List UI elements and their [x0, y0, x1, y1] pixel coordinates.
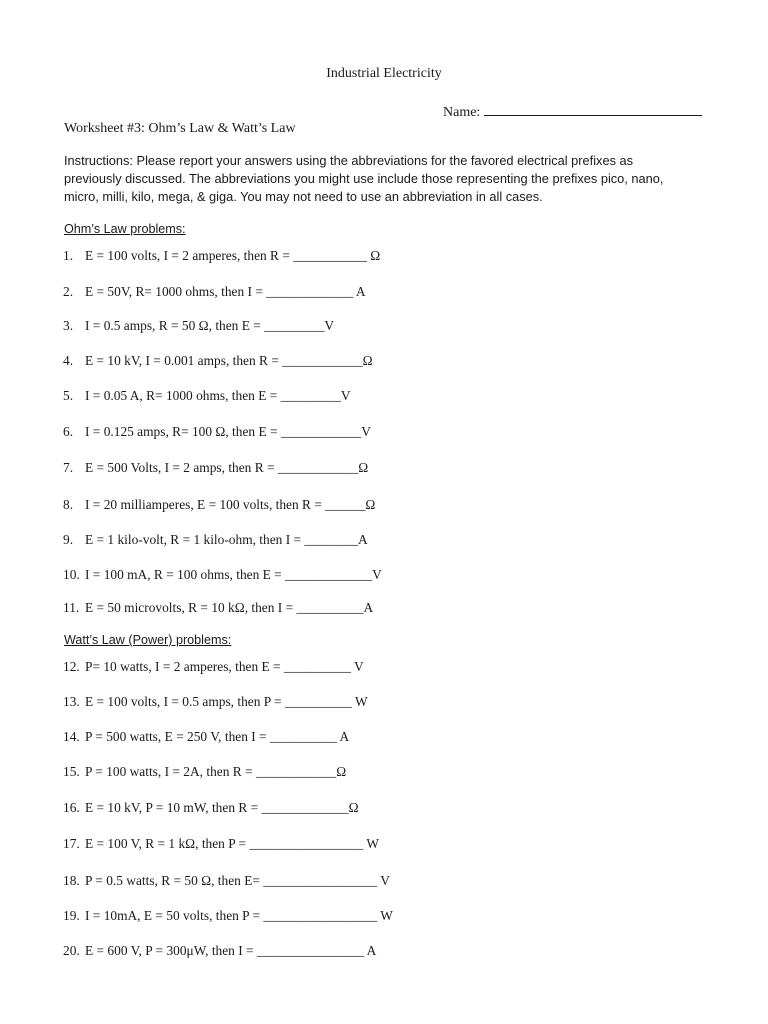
worksheet-heading: Worksheet #3: Ohm’s Law & Watt’s Law [64, 121, 296, 136]
problem-number: 15. [63, 764, 80, 779]
problem-number: 20. [63, 943, 80, 958]
problem-text: E = 100 V, R = 1 kΩ, then P = _________________ W [85, 836, 379, 851]
problem-item [63, 388, 351, 404]
problem-item [63, 318, 334, 334]
problem-number: 11. [63, 600, 80, 615]
problem-item [63, 460, 368, 476]
problem-item [63, 943, 376, 959]
name-label: Name: [443, 105, 481, 120]
problem-text: I = 20 milliamperes, E = 100 volts, then R = ______Ω [85, 497, 376, 512]
problem-number: 2. [63, 284, 74, 299]
problem-number: 18. [63, 873, 80, 888]
problem-text: P = 100 watts, I = 2A, then R = ____________Ω [85, 764, 347, 779]
section-heading-watts: Watt’s Law (Power) problems: [64, 633, 232, 647]
problem-number: 8. [63, 497, 74, 512]
problem-number: 3. [63, 318, 74, 333]
problem-item [63, 497, 375, 513]
problem-number: 9. [63, 532, 74, 547]
problem-number: 12. [63, 659, 80, 674]
problem-item [63, 764, 346, 780]
problem-number: 1. [63, 248, 74, 263]
instructions-line: Instructions: Please report your answers using the abbreviations for the favored electrical prefixes as [64, 153, 634, 168]
problem-item [63, 908, 393, 924]
name-blank-line [484, 102, 702, 116]
problem-text: I = 0.05 A, R= 1000 ohms, then E = _________V [85, 388, 351, 403]
problem-number: 17. [63, 836, 80, 851]
problem-text: I = 10mA, E = 50 volts, then P = _________________ W [85, 908, 393, 923]
problem-text: P = 0.5 watts, R = 50 Ω, then E= _________________ V [85, 873, 390, 888]
problem-number: 13. [63, 694, 80, 709]
instructions-paragraph [64, 152, 704, 206]
problem-item [63, 248, 380, 264]
problem-text: E = 100 volts, I = 0.5 amps, then P = __________ W [85, 694, 368, 709]
problem-text: E = 10 kV, P = 10 mW, then R = _____________Ω [85, 800, 359, 815]
problem-text: I = 0.5 amps, R = 50 Ω, then E = _________V [85, 318, 335, 333]
problem-item [63, 694, 368, 710]
section-heading-ohms: Ohm’s Law problems: [64, 222, 186, 236]
problem-text: E = 50 microvolts, R = 10 kΩ, then I = __________A [85, 600, 374, 615]
problem-text: E = 100 volts, I = 2 amperes, then R = ___________ Ω [85, 248, 381, 263]
problem-number: 6. [63, 424, 74, 439]
problem-item [63, 836, 379, 852]
problem-number: 7. [63, 460, 74, 475]
problem-text: I = 100 mA, R = 100 ohms, then E = _____________V [85, 567, 382, 582]
problem-item [63, 353, 373, 369]
problem-text: E = 50V, R= 1000 ohms, then I = _____________ A [85, 284, 366, 299]
problem-text: P = 500 watts, E = 250 V, then I = __________ A [85, 729, 350, 744]
problem-item [63, 284, 366, 300]
problem-text: E = 1 kilo-volt, R = 1 kilo-ohm, then I = ________A [85, 532, 368, 547]
problem-text: I = 0.125 amps, R= 100 Ω, then E = ____________V [85, 424, 371, 439]
problem-number: 16. [63, 800, 80, 815]
problem-text: E = 600 V, P = 300μW, then I = ________________ A [85, 943, 377, 958]
instructions-line: previously discussed. The abbreviations you might use include those representing the prefixes pico, nano, [64, 171, 664, 186]
problem-number: 10. [63, 567, 80, 582]
problem-number: 19. [63, 908, 80, 923]
problem-item [63, 424, 371, 440]
problem-item [63, 600, 373, 616]
problem-number: 4. [63, 353, 74, 368]
problem-number: 14. [63, 729, 80, 744]
document-title: Industrial Electricity [326, 66, 442, 81]
problem-text: E = 10 kV, I = 0.001 amps, then R = ____________Ω [85, 353, 373, 368]
instructions-line: micro, milli, kilo, mega, & giga. You may not need to use an abbreviation in all cases. [64, 189, 543, 204]
problem-item [63, 659, 364, 675]
problem-number: 5. [63, 388, 74, 403]
problem-text: P= 10 watts, I = 2 amperes, then E = __________ V [85, 659, 364, 674]
problem-item [63, 729, 349, 745]
problem-item [63, 800, 359, 816]
problem-item [63, 567, 382, 583]
problem-text: E = 500 Volts, I = 2 amps, then R = ____________Ω [85, 460, 369, 475]
problem-item [63, 532, 368, 548]
name-field [443, 102, 702, 122]
problem-item [63, 873, 390, 889]
